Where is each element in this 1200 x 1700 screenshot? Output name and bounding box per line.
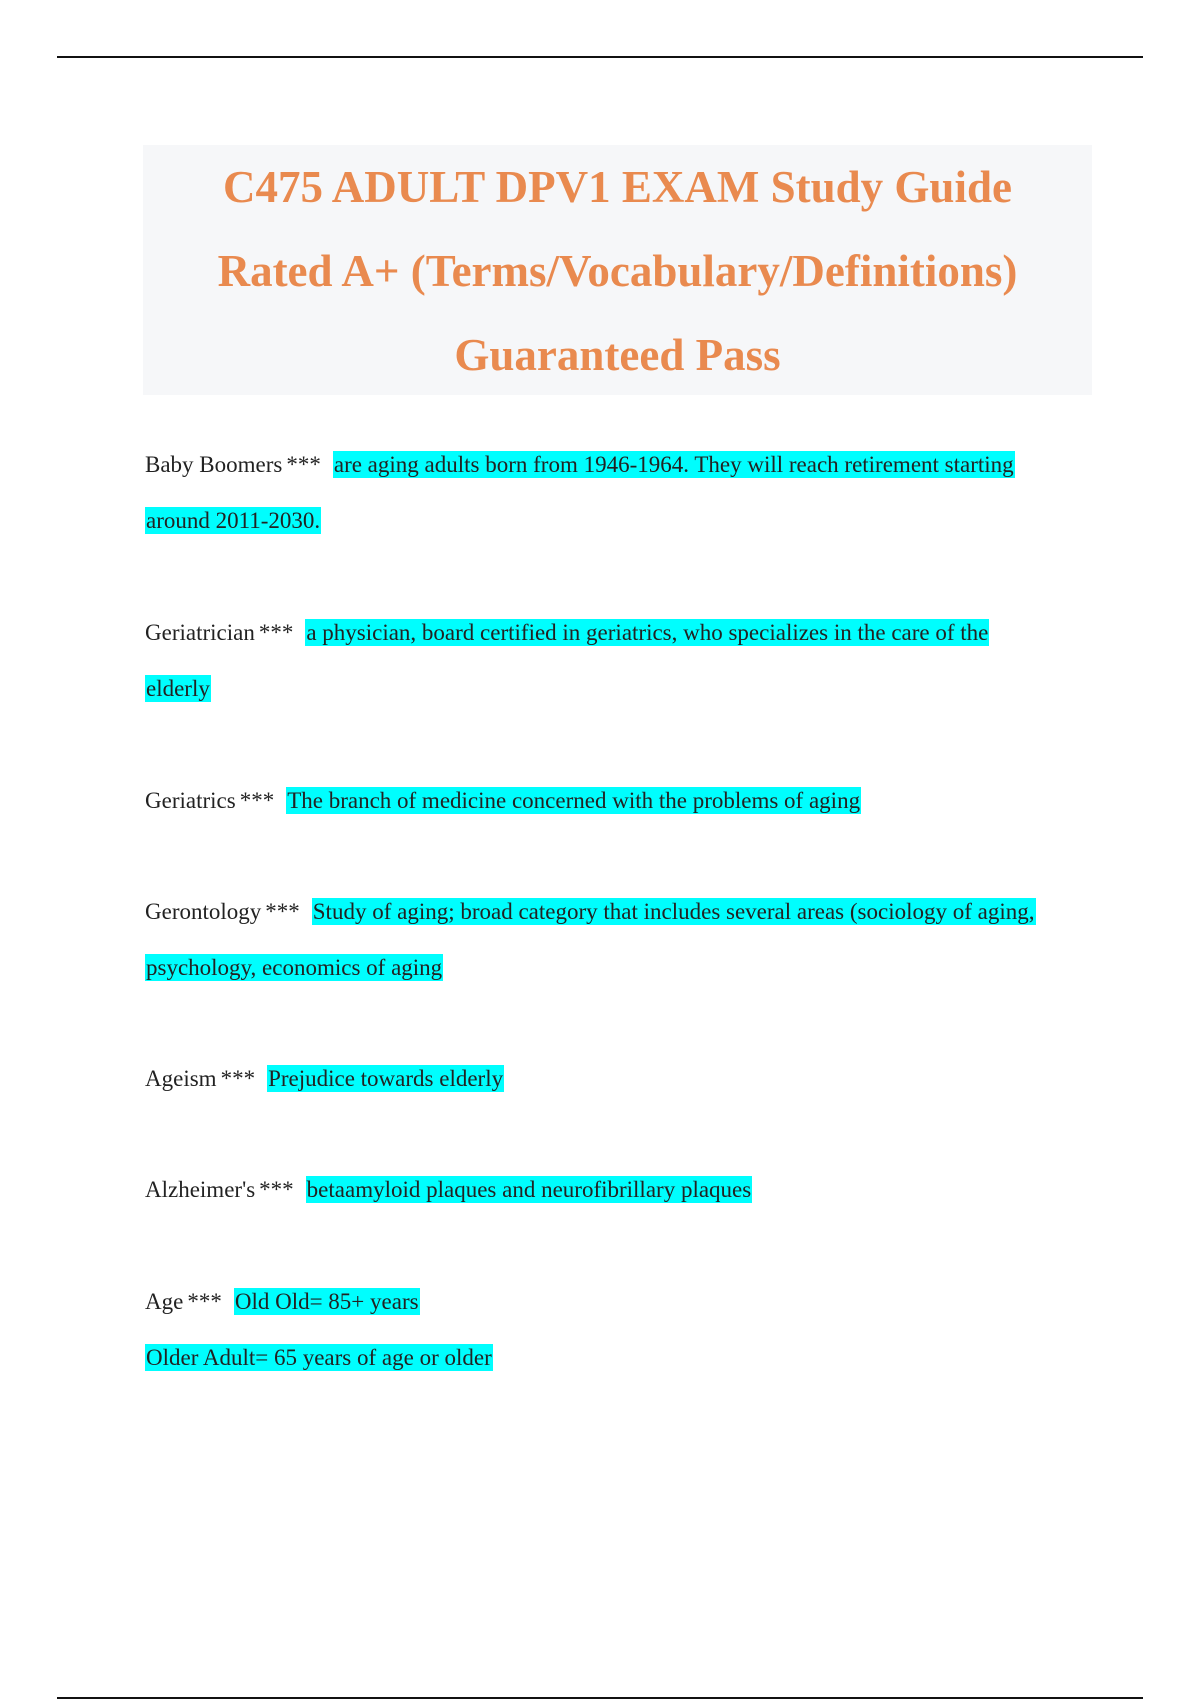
entry-gerontology	[145, 884, 1085, 996]
definition-text: around 2011-2030.	[146, 508, 321, 533]
separator: ***	[259, 1177, 294, 1202]
title-line-1: C475 ADULT DPV1 EXAM Study Guide	[223, 162, 1012, 212]
term-label: Baby Boomers	[145, 452, 283, 477]
title-line-2: Rated A+ (Terms/Vocabulary/Definitions)	[217, 246, 1018, 296]
definition-text: elderly	[146, 676, 210, 701]
definition-text: The branch of medicine concerned with the problems of aging	[287, 788, 861, 813]
separator: ***	[239, 788, 275, 813]
definition-text: betaamyloid plaques and neurofibrillary plaques	[306, 1177, 752, 1202]
separator: ***	[220, 1066, 256, 1091]
entry-age	[145, 1274, 1085, 1386]
term-label: Ageism	[145, 1066, 217, 1091]
separator: ***	[187, 1289, 222, 1314]
entry-geriatrician	[145, 605, 1085, 717]
definition-text: Prejudice towards elderly	[268, 1066, 504, 1091]
definition-text: psychology, economics of aging	[146, 955, 443, 980]
entry-alzheimers	[145, 1162, 1085, 1218]
definition-text: Older Adult= 65 years of age or older	[146, 1345, 492, 1370]
title-line-3: Guaranteed Pass	[454, 330, 781, 380]
term-label: Alzheimer's	[145, 1177, 256, 1202]
entry-baby-boomers	[145, 437, 1085, 549]
separator: ***	[286, 452, 321, 477]
bottom-rule	[57, 1697, 1143, 1699]
definition-text: Old Old= 85+ years	[234, 1289, 419, 1314]
term-label: Age	[145, 1289, 184, 1314]
top-rule	[57, 56, 1143, 58]
definition-text: a physician, board certified in geriatrics, who specializes in the care of the	[306, 620, 989, 645]
definition-text: are aging adults born from 1946-1964. They will reach retirement starting	[333, 452, 1014, 477]
term-label: Gerontology	[145, 899, 262, 924]
separator: ***	[265, 899, 300, 924]
term-label: Geriatrician	[145, 620, 255, 645]
term-label: Geriatrics	[145, 788, 236, 813]
entry-geriatrics	[145, 773, 1085, 829]
entry-ageism	[145, 1051, 1085, 1107]
definition-text: Study of aging; broad category that includes several areas (sociology of aging,	[312, 899, 1035, 924]
title-box	[143, 145, 1092, 395]
separator: ***	[258, 620, 294, 645]
